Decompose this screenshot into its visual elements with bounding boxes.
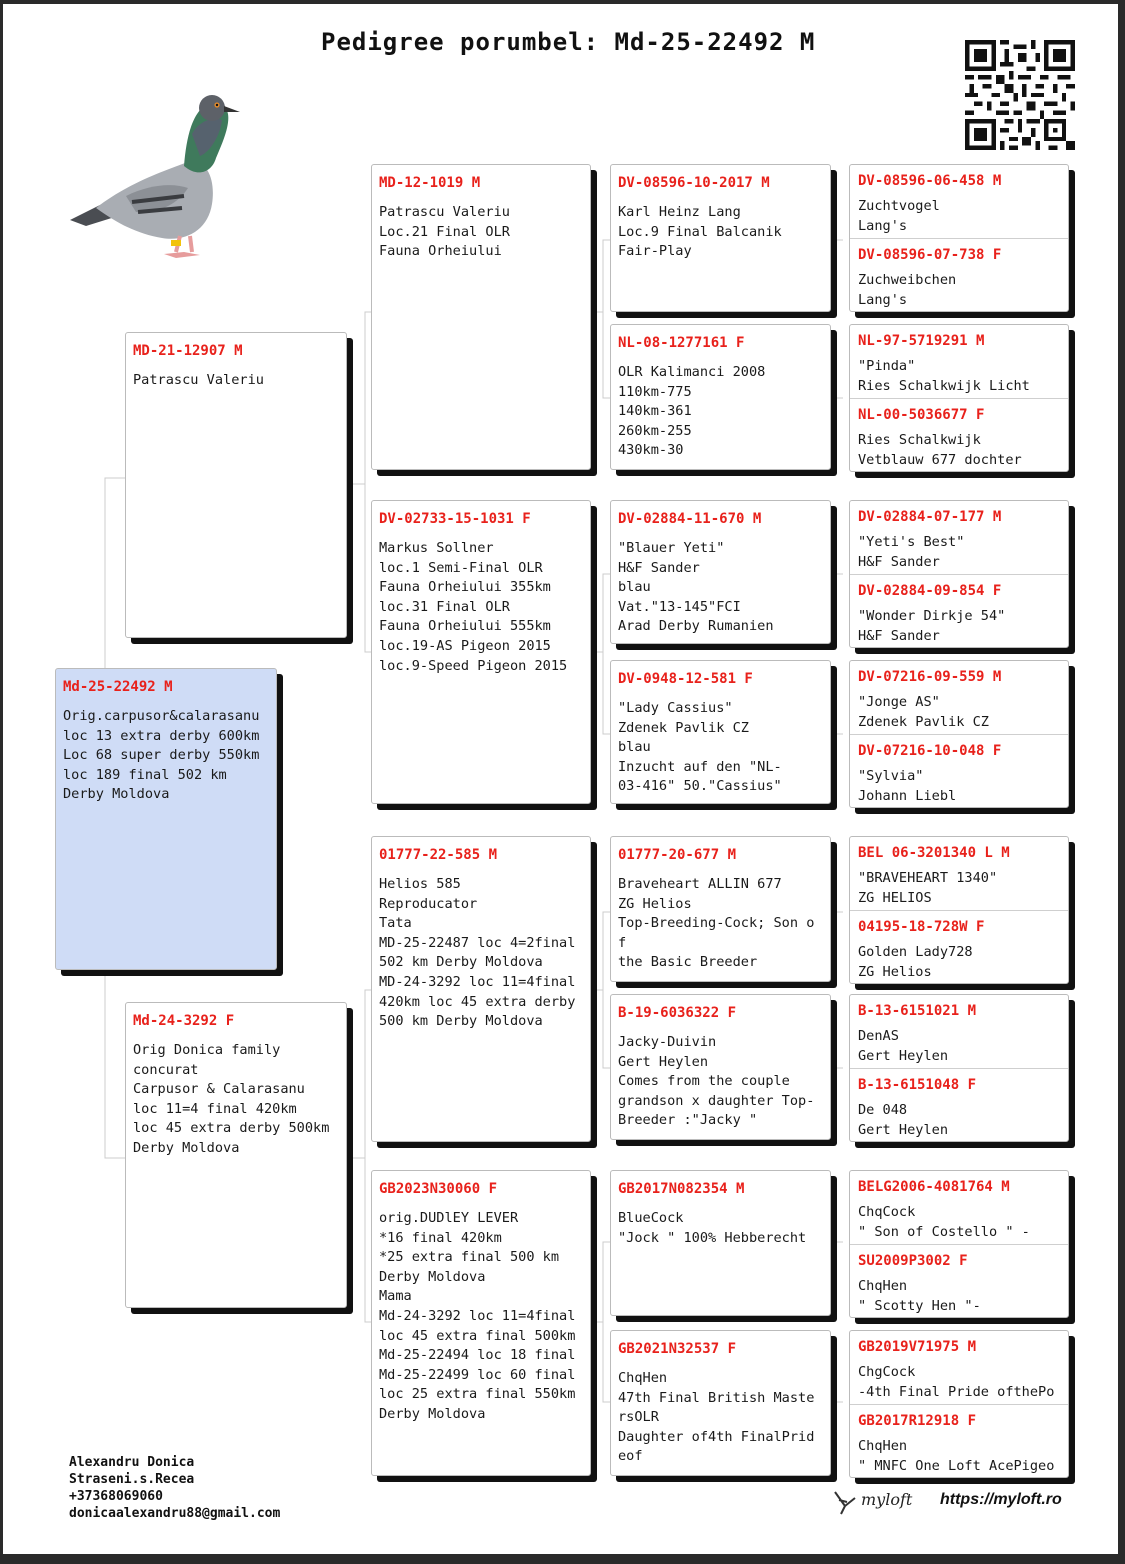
great-grandparent-card[interactable] — [610, 1170, 831, 1316]
gen4-male-entry[interactable] — [850, 837, 1068, 910]
gen4-description: DenAS Gert Heylen — [858, 1028, 949, 1064]
gen4-pair-card — [849, 836, 1069, 984]
gen4-female-entry[interactable] — [850, 398, 1068, 471]
grandparent-ring-number: MD-12-1019 M — [379, 175, 481, 191]
great-grandparent-description: OLR Kalimanci 2008 110km-775 140km-361 260km-255 430km-30 — [618, 364, 766, 459]
great-grandparent-ring-number: DV-02884-11-670 M — [618, 511, 762, 527]
gen4-ring-number: DV-07216-09-559 M — [858, 669, 1002, 685]
grandparent-card[interactable] — [371, 836, 591, 1142]
gen4-male-entry[interactable] — [850, 1331, 1068, 1404]
great-grandparent-ring-number: 01777-20-677 M — [618, 847, 737, 863]
gen4-description: ChqHen " MNFC One Loft AcePigeo — [858, 1438, 1055, 1474]
pedigree-page — [3, 4, 1118, 1554]
great-grandparent-card[interactable] — [610, 324, 831, 470]
great-grandparent-card[interactable] — [610, 994, 831, 1140]
sire-ring-number: MD-21-12907 M — [133, 343, 243, 359]
gen4-description: Ries Schalkwijk Vetblauw 677 dochter — [858, 432, 1022, 468]
gen4-description: ChqCock " Son of Costello " - — [858, 1204, 1030, 1240]
gen4-description: "Sylvia" Johann Liebl — [858, 768, 957, 804]
great-grandparent-ring-number: GB2017N082354 M — [618, 1181, 745, 1197]
gen4-ring-number: DV-08596-06-458 M — [858, 173, 1002, 189]
great-grandparent-ring-number: DV-08596-10-2017 M — [618, 175, 770, 191]
gen4-description: De 048 Gert Heylen — [858, 1102, 949, 1138]
footer-url-link[interactable]: https://myloft.ro — [940, 1491, 1062, 1508]
owner-address: Straseni.s.Recea — [69, 1472, 195, 1487]
owner-name: Alexandru Donica — [69, 1455, 195, 1470]
grandparent-description: Helios 585 Reproducator Tata MD-25-22487 loc 4=2final 502 km Derby Moldova MD-24-3292 loc 11=4final 420km loc 45 extra derby 500 km Derby Moldova — [379, 876, 576, 1030]
sire-description: Patrascu Valeriu — [133, 372, 264, 388]
gen4-ring-number: DV-02884-07-177 M — [858, 509, 1002, 525]
gen4-ring-number: B-13-6151048 F — [858, 1077, 977, 1093]
gen4-description: "Wonder Dirkje 54" H&F Sander — [858, 608, 1006, 644]
great-grandparent-ring-number: DV-0948-12-581 F — [618, 671, 753, 687]
gen4-pair-card — [849, 1330, 1069, 1478]
great-grandparent-card[interactable] — [610, 1330, 831, 1476]
great-grandparent-description: "Blauer Yeti" H&F Sander blau Vat."13-145"FCI Arad Derby Rumanien — [618, 540, 774, 635]
gen4-female-entry[interactable] — [850, 1244, 1068, 1317]
gen4-male-entry[interactable] — [850, 501, 1068, 574]
great-grandparent-card[interactable] — [610, 660, 831, 804]
gen4-male-entry[interactable] — [850, 165, 1068, 238]
dam-description: Orig Donica family concurat Carpusor & Calarasanu loc 11=4 final 420km loc 45 extra derby 500km Derby Moldova — [133, 1042, 330, 1156]
gen4-pair-card — [849, 164, 1069, 312]
gen4-female-entry[interactable] — [850, 734, 1068, 807]
grandparent-card[interactable] — [371, 500, 591, 804]
gen4-ring-number: GB2019V71975 M — [858, 1339, 977, 1355]
gen4-female-entry[interactable] — [850, 238, 1068, 311]
great-grandparent-ring-number: NL-08-1277161 F — [618, 335, 745, 351]
gen4-ring-number: NL-97-5719291 M — [858, 333, 985, 349]
grandparent-description: Markus Sollner loc.1 Semi-Final OLR Fauna Orheiului 355km loc.31 Final OLR Fauna Orheiului 555km loc.19-AS Pigeon 2015 loc.9-Speed Pigeon 2015 — [379, 540, 568, 674]
gen4-ring-number: DV-02884-09-854 F — [858, 583, 1002, 599]
great-grandparent-card[interactable] — [610, 836, 831, 982]
gen4-pair-card — [849, 1170, 1069, 1318]
page-title: Pedigree porumbel: Md-25-22492 M — [321, 28, 816, 56]
great-grandparent-ring-number: GB2021N32537 F — [618, 1341, 737, 1357]
gen4-description: "Yeti's Best" H&F Sander — [858, 534, 965, 570]
gen4-ring-number: B-13-6151021 M — [858, 1003, 977, 1019]
myloft-bird-icon — [831, 1488, 861, 1518]
gen4-description: "Jonge AS" Zdenek Pavlik CZ — [858, 694, 989, 730]
gen4-ring-number: 04195-18-728W F — [858, 919, 985, 935]
gen4-male-entry[interactable] — [850, 1171, 1068, 1244]
owner-contact — [69, 1454, 280, 1522]
gen4-female-entry[interactable] — [850, 1404, 1068, 1477]
great-grandparent-description: Braveheart ALLIN 677 ZG Helios Top-Breeding-Cock; Son o f the Basic Breeder — [618, 876, 815, 971]
gen4-ring-number: SU2009P3002 F — [858, 1253, 968, 1269]
gen4-male-entry[interactable] — [850, 325, 1068, 398]
gen4-male-entry[interactable] — [850, 661, 1068, 734]
grandparent-ring-number: GB2023N30060 F — [379, 1181, 498, 1197]
grandparent-card[interactable] — [371, 1170, 591, 1476]
great-grandparent-card[interactable] — [610, 500, 831, 644]
gen4-female-entry[interactable] — [850, 574, 1068, 647]
gen4-pair-card — [849, 994, 1069, 1142]
grandparent-description: Patrascu Valeriu Loc.21 Final OLR Fauna Orheiului — [379, 204, 510, 260]
great-grandparent-description: Jacky-Duivin Gert Heylen Comes from the couple grandson x daughter Top- Breeder :"Jacky " — [618, 1034, 815, 1129]
owner-email[interactable]: donicaalexandru88@gmail.com — [69, 1506, 281, 1521]
subject-description: Orig.carpusor&calarasanu loc 13 extra derby 600km Loc 68 super derby 550km loc 189 final 502 km Derby Moldova — [63, 708, 260, 803]
gen4-pair-card — [849, 660, 1069, 808]
great-grandparent-description: Karl Heinz Lang Loc.9 Final Balcanik Fair-Play — [618, 204, 782, 260]
grandparent-ring-number: 01777-22-585 M — [379, 847, 498, 863]
sire-card[interactable] — [125, 332, 347, 638]
gen4-description: "BRAVEHEART 1340" ZG HELIOS — [858, 870, 998, 906]
myloft-logo-text: myloft — [861, 1490, 913, 1509]
dam-ring-number: Md-24-3292 F — [133, 1013, 235, 1029]
gen4-female-entry[interactable] — [850, 910, 1068, 983]
subject-ring-number: Md-25-22492 M — [63, 679, 173, 695]
gen4-female-entry[interactable] — [850, 1068, 1068, 1141]
gen4-description: Golden Lady728 ZG Helios — [858, 944, 973, 980]
gen4-description: ChqHen " Scotty Hen "- — [858, 1278, 981, 1314]
gen4-description: "Pinda" Ries Schalkwijk Licht — [858, 358, 1030, 394]
gen4-ring-number: DV-08596-07-738 F — [858, 247, 1002, 263]
great-grandparent-description: ChqHen 47th Final British Maste rsOLR Daughter of4th FinalPrid eof — [618, 1370, 815, 1465]
great-grandparent-card[interactable] — [610, 164, 831, 312]
grandparent-description: orig.DUDlEY LEVER *16 final 420km *25 extra final 500 km Derby Moldova Mama Md-24-3292 loc 11=4final loc 45 extra final 500km Md-25-22494 loc 18 final Md-25-22499 loc 60 final loc 25 extra final 550km Derby Moldova — [379, 1210, 576, 1422]
grandparent-card[interactable] — [371, 164, 591, 470]
gen4-pair-card — [849, 324, 1069, 472]
gen4-male-entry[interactable] — [850, 995, 1068, 1068]
great-grandparent-description: "Lady Cassius" Zdenek Pavlik CZ blau Inzucht auf den "NL- 03-416" 50."Cassius" — [618, 700, 782, 795]
gen4-description: ChgCock -4th Final Pride ofthePo — [858, 1364, 1055, 1400]
subject-pigeon-card[interactable] — [55, 668, 277, 970]
gen4-ring-number: NL-00-5036677 F — [858, 407, 985, 423]
gen4-ring-number: GB2017R12918 F — [858, 1413, 977, 1429]
gen4-pair-card — [849, 500, 1069, 648]
gen4-ring-number: DV-07216-10-048 F — [858, 743, 1002, 759]
grandparent-ring-number: DV-02733-15-1031 F — [379, 511, 531, 527]
gen4-description: Zuchtvogel Lang's — [858, 198, 940, 234]
gen4-ring-number: BEL 06-3201340 L M — [858, 845, 1010, 861]
great-grandparent-ring-number: B-19-6036322 F — [618, 1005, 737, 1021]
dam-card[interactable] — [125, 1002, 347, 1308]
gen4-ring-number: BELG2006-4081764 M — [858, 1179, 1010, 1195]
owner-phone[interactable]: +37368069060 — [69, 1489, 163, 1504]
gen4-description: Zuchweibchen Lang's — [858, 272, 957, 308]
great-grandparent-description: BlueCock "Jock " 100% Hebberecht — [618, 1210, 807, 1246]
